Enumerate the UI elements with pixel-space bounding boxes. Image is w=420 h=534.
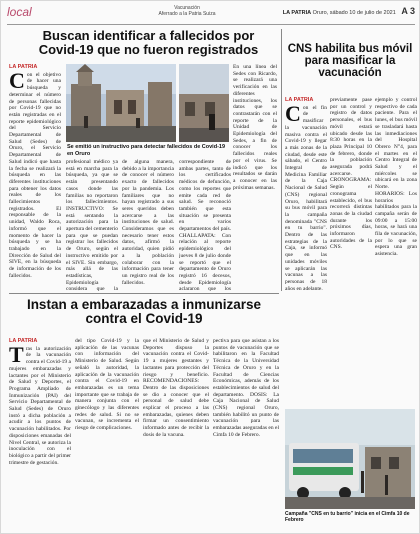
page-header: [7, 4, 415, 25]
story1-headline: Buscan identificar a fallecidos por Covid-19 que no fueron registrados: [38, 28, 259, 57]
page-number: A 3: [401, 6, 415, 16]
story3-col4: pectiva para que asistan a los puntos de vacunación que se habilitaron en la Facultad Técnica de la Universidad Técnica de Oruro y en la Facultad de Ciencias Económicas, además de los establecimientos de salud del departamento. DOSIS: La Caja Nacional de Salud (CNS) regional Oruro, también habilitó un punto de vacunación para las embarazadas aseguradas en el Cimfa 10 de Febrero.: [213, 338, 279, 438]
story1-col4: de alguna manera, debido a la importancia de conocer el número exacto de fallecidos por la pandemia. Los familiares que no hayan registrado a sus seres queridos deben acercarse a las instituciones de salud. Consideramos que es necesario tener estos datos, afirmó la autoridad, quien pidió a la población colaborar con la información para tener un registro real de los fallecidos.: [122, 159, 174, 286]
story3-col1-text: ras la autorización de la vacunación contra el Covid-19 a mujeres embarazadas y lactantes por el Ministerio de Salud y Deportes, el Programa Ampliado de Inmunización (PAI) del Servicio Departamental de Salud (Sedes) de Oruro instó a dicha población a acudir a los puntos de vacunación habilitados. Por disposiciones emanadas del Nivel Central, se autoriza la inoculación con el biológico a partir del primer trimestre de gestación.: [9, 345, 71, 466]
story2-kicker: LA PATRIA: [285, 97, 314, 103]
story1-col1: [9, 64, 61, 289]
column-divider: [281, 29, 282, 291]
story1-col2-block: En una línea del Sedes con Ricardo, se realizará una verificación en las diferentes instituciones, los datos que se contrastarán con el reporte de la Unidad de Epidemiología del Sedes, a fin de conocer los fallecidos reales por el virus. Se indicó que los resultados se darán a conocer en las próximas semanas.: [233, 64, 277, 191]
story1-dropcap: C: [9, 67, 25, 93]
story3-col1: [9, 338, 71, 532]
header-right: [283, 6, 415, 16]
section-label: local: [7, 5, 32, 19]
story2-col1-text: on el fin de masificar la vacunación masiva contra el Covid-19 y llegar a más zonas de la ciudad, desde este sábado, el Centro Integral de Medicina Familiar de la Caja Nacional de Salud (CNS) regional Oruro, habilitará su bus móvil para la campaña denominada "CNS en tu barrio". Dentro de las estrategias de la Caja, se informó que en las unidades móviles se aplicarán las vacunas a las personas de 18 años en adelante.: [285, 104, 327, 292]
story3-headline: Instan a embarazadas a inmunizarse contra el Covid-19: [26, 297, 262, 327]
story1-photo-2: [179, 64, 229, 142]
header-date: Oruro, sábado 10 de julio de 2021: [312, 10, 396, 16]
header-center-note: [117, 5, 257, 17]
story2-col2: previamente pase por un control y registro de datos personales, el bus móvil estará ubicado desde las 8:30 horas en la plaza Principal 10 de febrero, donde la población asegurada podrá acercarse. CRONOGRAMA: Según el cronograma establecido, el bus recorrerá distintas zonas de la ciudad durante los próximos días, informaron autoridades de la CNS.: [330, 97, 372, 251]
story2-headline: CNS habilita bus móvil para masificar la vacunación: [287, 43, 413, 80]
section-divider: [9, 293, 279, 294]
story3-dropcap: T: [9, 341, 24, 367]
story2-dropcap: C: [285, 100, 301, 126]
story2-col3: ejemplo y control respectivo de cada paciente. Para el lunes, el bus móvil se trasladará hasta las inmediaciones del Hospital Obrero N°4, para el martes en el Centro Integral de Salud y el miércoles se ubicará en la zona Norte. HORARIOS: Los horarios habilitados para la campaña serán de 09:00 a 15:00 horas, se hará una fila de vacunación, por lo que se espera una gran asistencia.: [375, 97, 417, 258]
story3-col2: del tipo Covid-19 y la aplicación de las vacunas con información del Ministerio de Salud. Según señaló la autoridad, la aplicación de la vacunación contra el Covid-19 en embarazadas es un tema importante que se trabaja de manera conjunta con el ginecólogo y las diferentes redes de salud. Si no se vacunan, se incrementa el riesgo de complicaciones.: [75, 338, 139, 432]
story1-col5: correspondiente de ambas partes, tanto de los certificados médicos de defunción, como los reportes que emite cada red de salud. Se reconoció también que esta situación se presenta en varios departamentos del país. CHALLAPATA: Con relación al reporte epidemiológico del jueves 8 de julio donde se reportó que el departamento de Oruro registró 16 decesos, desde Epidemiología aclararon que los: [179, 159, 231, 291]
story2-photo: [285, 409, 415, 509]
story1-col3: profesional médico ya está en marcha para la búsqueda, ya que se están presentando casos donde las familias no reportaron los fallecimientos. INSTRUCTIVO: Se está sentando la autorización para la apertura del cementerio para que se puedan registrar los fallecidos de Oruro, según el instructivo emitido por el SIVE. Sin embargo, más allá de las estadísticas, Epidemiología considera que la: [66, 159, 118, 291]
church-photo-illustration: [66, 64, 176, 142]
story2-photo-caption: Campaña "CNS en tu barrio" inicia en el Cimfa 10 de Febrero: [285, 511, 410, 523]
header-center-line1: Vacunación: [174, 5, 200, 11]
story2-col1: [285, 97, 327, 407]
story1-kicker: LA PATRIA: [9, 64, 38, 70]
header-center-line2: Aferrado a la Patria Suiza: [158, 11, 216, 17]
story1-photo: [66, 64, 176, 142]
story1-photo-caption: Se emitió un instructivo para detectar fallecidos de Covid-19 en Oruro: [67, 144, 226, 157]
city-photo-illustration: [179, 64, 229, 142]
story3-kicker: LA PATRIA: [9, 338, 38, 344]
story3-col3: que el Ministerio de Salud y Deportes dispuso la vacunación contra el Covid-19 a mujeres gestantes y lactantes para protección del riesgo y beneficio. RECOMENDACIONES: Dentro de las disposiciones se dio a conocer que el personal de salud debe explicar el proceso a las embarazadas, quienes deben firmar un consentimiento informado antes de recibir la dosis de la vacuna.: [143, 338, 209, 438]
header-brand: LA PATRIA: [282, 10, 312, 16]
story1-col1-text: on el objetivo de hacer una búsqueda y determinar el número de personas fallecidas por Covid-19 que no están registradas en el reporte epidemiológico del Servicio Departamental de Salud (Sedes) de Oruro, el Servicio Departamental de Salud indicó que hasta la fecha se realizará la búsqueda en las diferentes instituciones para obtener los datos reales de los fallecimientos registrados. El responsable de la unidad, Waldo Roca, informó que el momento de hacer la búsqueda y se ha trabajado en la Dirección de Salud del SIVE, en la búsqueda de información de los fallecidos.: [9, 71, 61, 279]
bus-photo-illustration: [285, 409, 415, 509]
